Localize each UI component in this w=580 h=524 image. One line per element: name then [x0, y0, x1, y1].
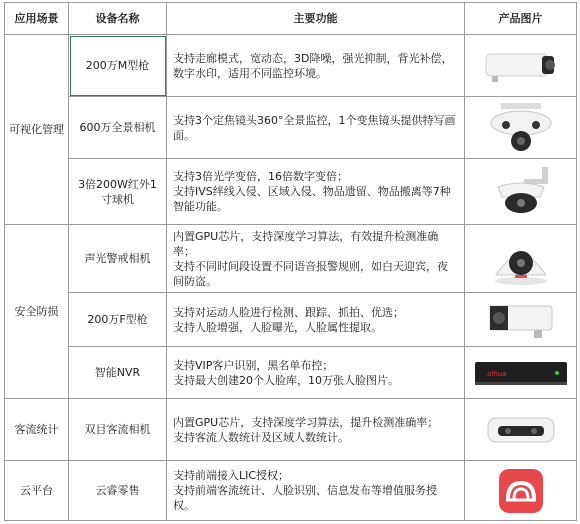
device-name[interactable]: 3倍200W红外1寸球机: [69, 159, 167, 225]
header-function: 主要功能: [167, 3, 465, 35]
table-row: [5, 399, 577, 461]
device-function: [167, 293, 465, 347]
function-line: 内置GPU芯片，支持深度学习算法，提升检测准确率；: [173, 415, 439, 429]
function-line: 支持最大创建20个人脸库，10万张人脸图片。: [173, 373, 399, 387]
scene-visual-management: 可视化管理: [5, 35, 69, 225]
scene-security-loss-prevention: 安全防损: [5, 225, 69, 399]
table-row: [5, 35, 577, 97]
device-function: [167, 399, 465, 461]
function-line: 支持对运动人脸进行检测、跟踪、抓拍、优选；: [173, 305, 404, 319]
function-line: 支持VIP客户识别，黑名单布控；: [173, 358, 334, 372]
function-line: 内置GPU芯片，支持深度学习算法，有效提升检测准确率；: [173, 229, 439, 258]
device-function: [167, 97, 465, 159]
device-name[interactable]: 云睿零售: [69, 461, 167, 521]
device-name[interactable]: 600万全景相机: [69, 97, 167, 159]
device-function: [167, 35, 465, 97]
device-image-dome-camera: [465, 159, 577, 225]
scene-traffic-statistics: 客流统计: [5, 399, 69, 461]
dome-camera-icon: [476, 165, 566, 219]
function-line: 支持IVS绊线入侵、区域入侵、物品遗留、物品搬离等7种智能功能。: [173, 185, 451, 213]
device-name[interactable]: 智能NVR: [69, 347, 167, 399]
device-function: [167, 347, 465, 399]
device-name[interactable]: 双目客流相机: [69, 399, 167, 461]
device-name[interactable]: 200万F型枪: [69, 293, 167, 347]
device-function: [167, 225, 465, 293]
function-line: 支持不同时间段设置不同语音报警规则，如白天迎宾，夜间防盗。: [173, 259, 448, 288]
device-image-alarm-camera: [465, 225, 577, 293]
function-line: 支持客流人数统计及区域人数统计。: [173, 430, 349, 444]
table-row: [5, 225, 577, 293]
device-table: [4, 2, 577, 521]
header-device-name: 设备名称: [69, 3, 167, 35]
device-function: [167, 461, 465, 521]
table-row: [5, 159, 577, 225]
function-line: 支持人脸增强，人脸曝光，人脸属性提取。: [173, 320, 382, 334]
binocular-camera-icon: [476, 408, 566, 452]
device-image-nvr: [465, 347, 577, 399]
function-line: 支持前端接入LIC授权；: [173, 469, 290, 482]
panoramic-camera-icon: [476, 101, 566, 155]
device-image-bullet-camera: [465, 35, 577, 97]
device-image-app: [465, 461, 577, 521]
bullet-camera-icon: [476, 46, 566, 86]
device-name[interactable]: 200万M型枪: [69, 35, 167, 97]
device-name[interactable]: 声光警戒相机: [69, 225, 167, 293]
device-image-f-bullet-camera: [465, 293, 577, 347]
header-scene: 应用场景: [5, 3, 69, 35]
f-bullet-camera-icon: [476, 298, 566, 342]
alarm-dome-camera-icon: [476, 231, 566, 287]
table-row: [5, 461, 577, 521]
nvr-brand-label: alhua: [486, 369, 506, 378]
function-line: 支持3倍光学变倍，16倍数字变倍；: [173, 170, 348, 183]
scene-cloud-platform: 云平台: [5, 461, 69, 521]
device-image-binocular-camera: [465, 399, 577, 461]
table-row: [5, 293, 577, 347]
function-line: 支持3个定焦镜头360°全景监控，1个变焦镜头提供特写画面。: [173, 113, 456, 142]
table-row: [5, 97, 577, 159]
device-image-panoramic-camera: [465, 97, 577, 159]
cloud-retail-app-icon: [496, 467, 546, 515]
function-line: 支持走廊模式，宽动态，3D降噪，强光抑制，背光补偿，数字水印，适用不同监控环境。: [173, 51, 453, 80]
function-line: 支持前端客流统计、人脸识别、信息发布等增值服务授权。: [173, 484, 437, 512]
table-row: [5, 347, 577, 399]
device-function: [167, 159, 465, 225]
nvr-icon: [471, 356, 571, 390]
header-row: [5, 3, 577, 35]
header-image: 产品图片: [465, 3, 577, 35]
